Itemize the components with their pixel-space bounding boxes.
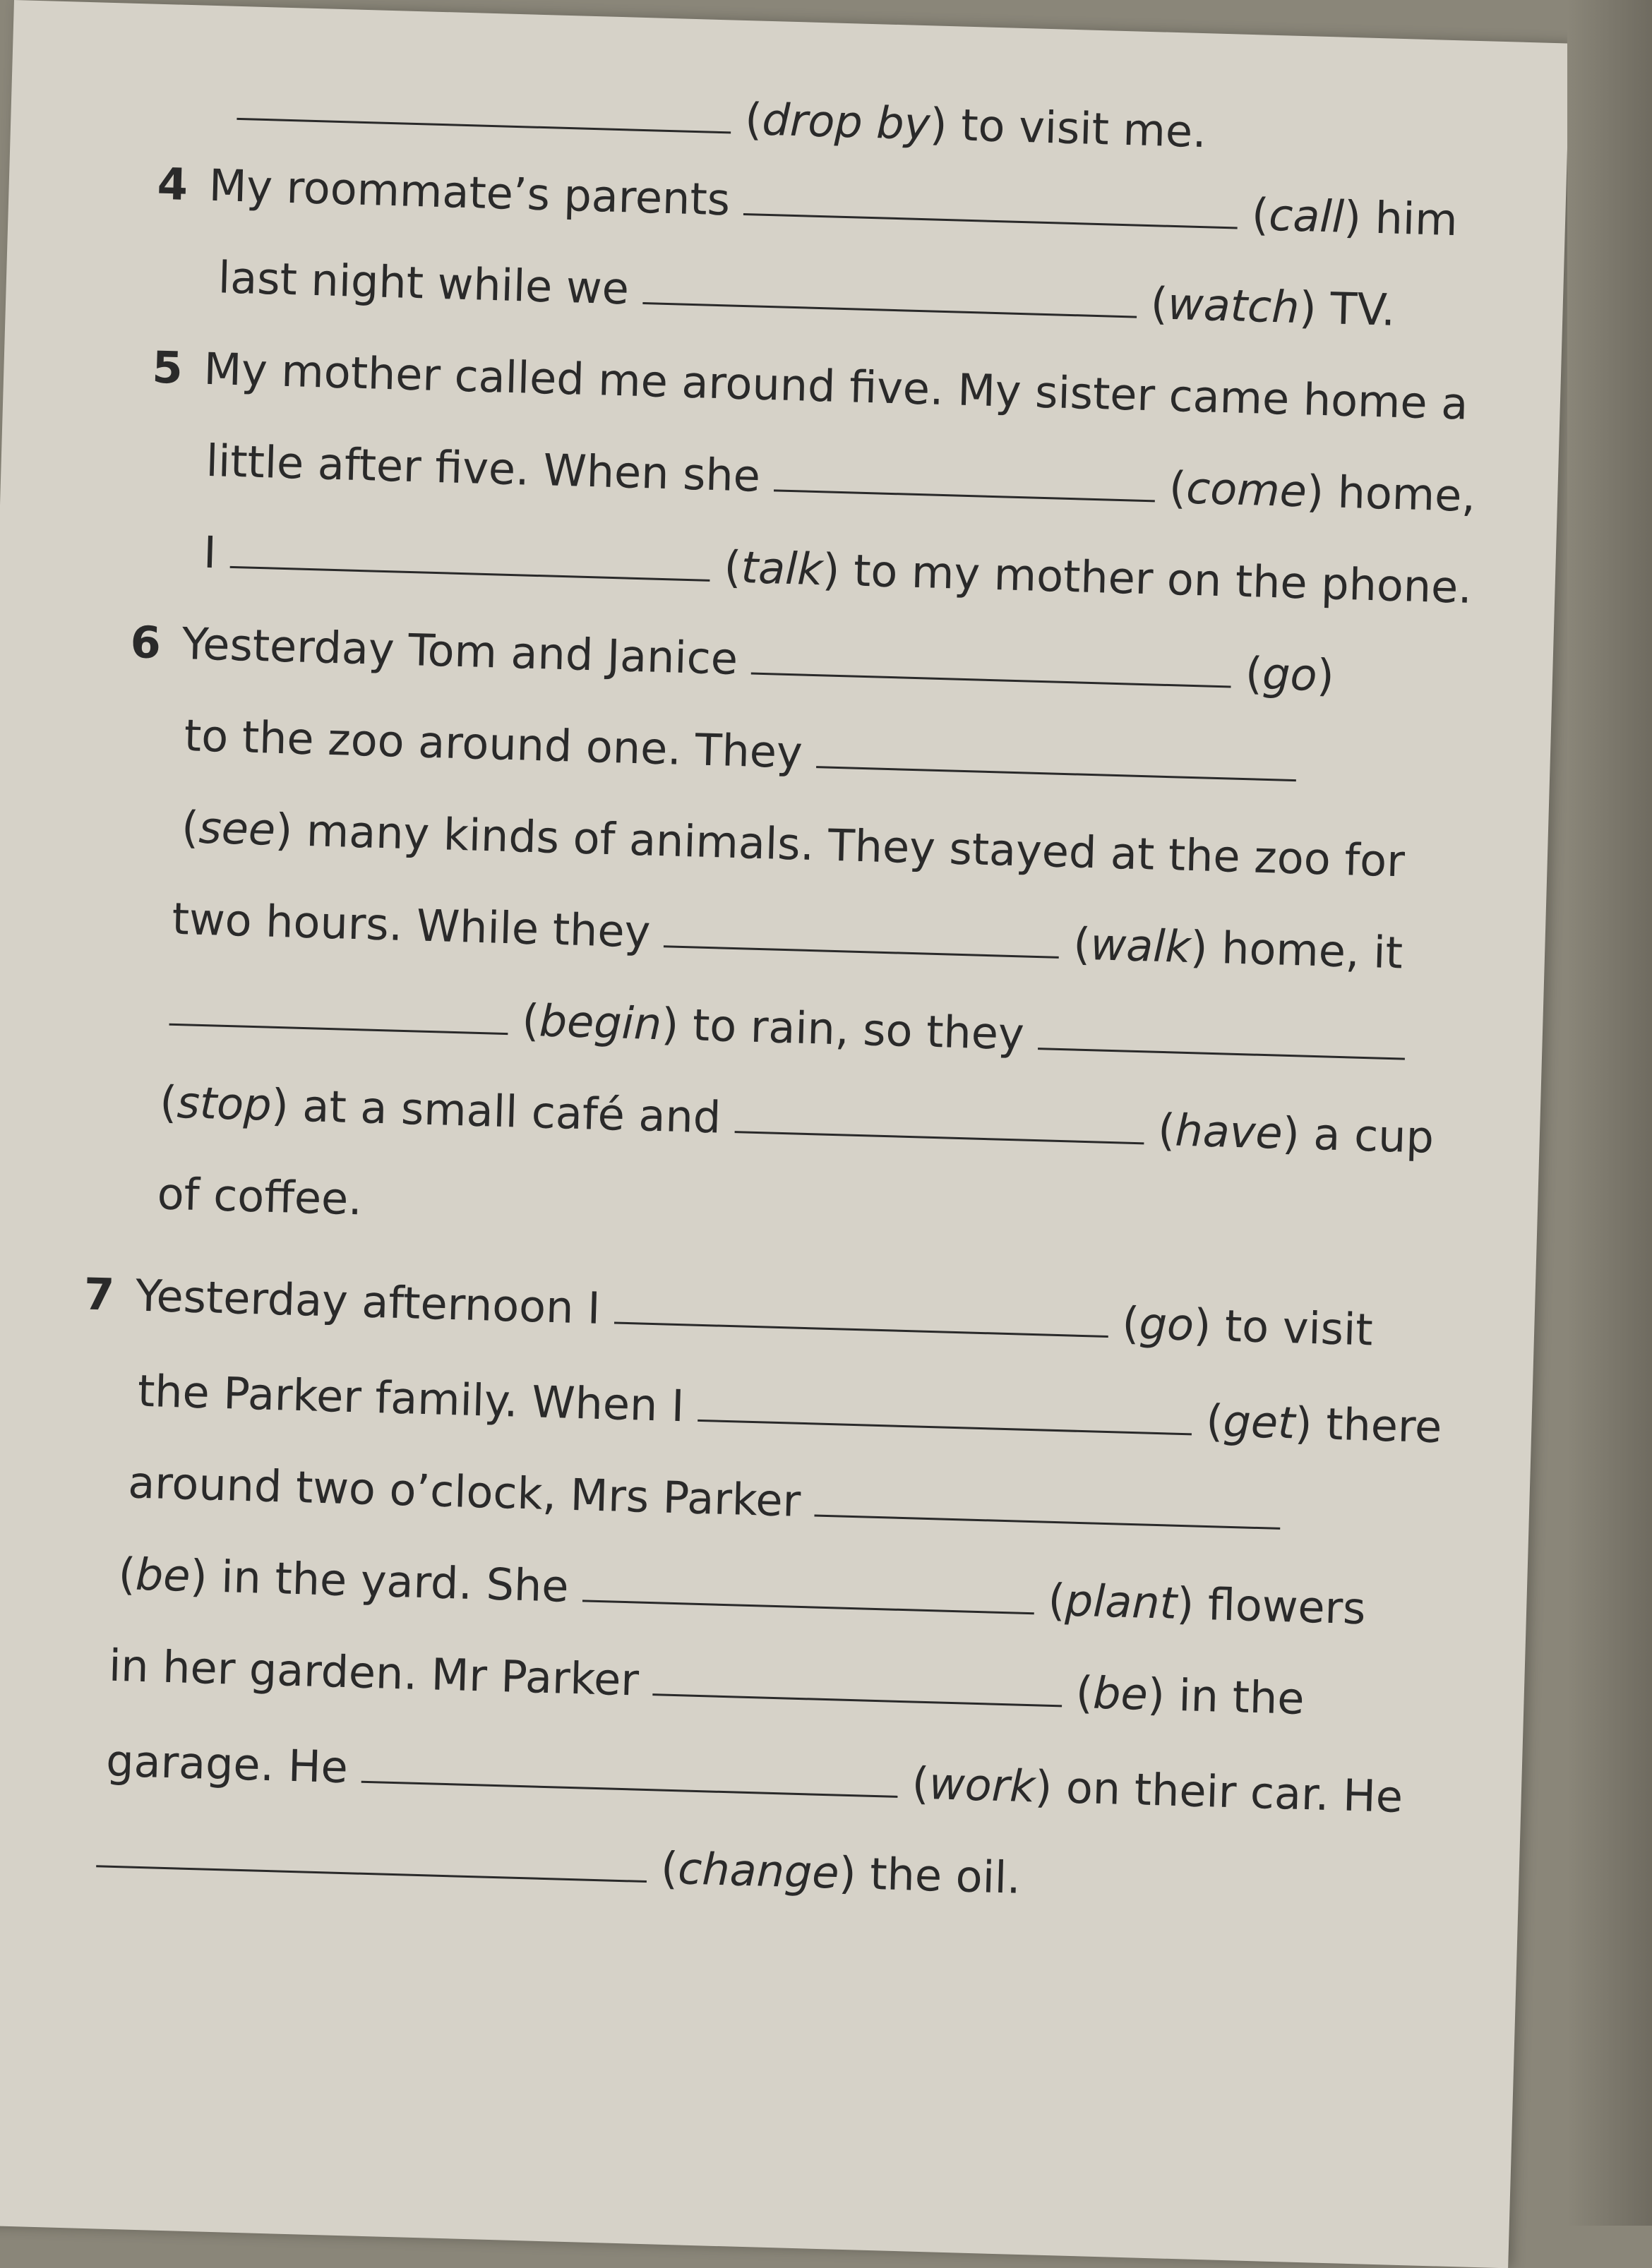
- answer-blank[interactable]: [734, 1091, 1144, 1144]
- verb-hint: change: [677, 1842, 840, 1899]
- answer-blank[interactable]: [582, 1560, 1035, 1614]
- exercise-number: 5: [151, 341, 184, 394]
- answer-blank[interactable]: [751, 633, 1232, 688]
- verb-hint: watch: [1167, 277, 1300, 333]
- page-edge-shadow: [1567, 0, 1652, 2226]
- exercise-7-line-2: the Parker family. When I (get) there: [137, 1364, 1443, 1453]
- verb-hint: go: [1262, 647, 1318, 701]
- verb-hint: get: [1222, 1395, 1296, 1449]
- exercise-4-line-1: 4 My roommate’s parents (call) him: [156, 157, 1459, 246]
- answer-blank[interactable]: [814, 1475, 1281, 1530]
- exercise-6-line-5: (begin) to rain, so they: [169, 983, 1406, 1074]
- verb-hint: have: [1174, 1104, 1283, 1159]
- verb-hint: go: [1138, 1297, 1195, 1351]
- verb-hint: see: [198, 801, 277, 856]
- answer-blank[interactable]: [230, 527, 711, 582]
- exercise-6-line-4: two hours. While they (walk) home, it: [171, 892, 1403, 979]
- verb-hint: talk: [740, 541, 824, 596]
- answer-blank[interactable]: [774, 450, 1156, 502]
- verb-hint: call: [1268, 188, 1345, 243]
- exercise-6-line-3: (see) many kinds of animals. They stayed at the zoo for: [181, 801, 1406, 887]
- exercise-number: 6: [129, 616, 162, 669]
- answer-blank[interactable]: [237, 78, 731, 134]
- answer-blank[interactable]: [361, 1741, 899, 1798]
- exercise-5-line-3: I (talk) to my mother on the phone.: [203, 526, 1473, 613]
- exercise-5-line-1: 5 My mother called me around five. My sister came home a: [151, 341, 1469, 430]
- answer-blank[interactable]: [816, 726, 1297, 781]
- verb-hint: begin: [538, 995, 663, 1050]
- exercise-7-line-5: in her garden. Mr Parker (be) in the: [108, 1639, 1305, 1724]
- exercise-7-line-4: (be) in the yard. She (plant) flowers: [117, 1548, 1367, 1635]
- answer-blank[interactable]: [169, 984, 509, 1035]
- exercise-line: (drop by) to visit me.: [237, 77, 1207, 160]
- exercise-5-line-2: little after five. When she (come) home,: [205, 434, 1477, 522]
- verb-hint: be: [1092, 1667, 1149, 1720]
- verb-hint: walk: [1089, 918, 1192, 973]
- answer-blank[interactable]: [1038, 1008, 1406, 1060]
- exercise-4-line-2: last night while we (watch) TV.: [217, 251, 1396, 336]
- exercise-7-line-6: garage. He (work) on their car. He: [105, 1734, 1403, 1823]
- exercise-7-line-1: 7 Yesterday afternoon I (go) to visit: [83, 1268, 1374, 1356]
- exercise-number: 4: [156, 157, 188, 210]
- exercise-7-line-7: (change) the oil.: [96, 1824, 1022, 1907]
- exercise-6-line-6: (stop) at a small café and (have) a cup: [159, 1076, 1435, 1163]
- verb-hint: stop: [176, 1076, 273, 1131]
- verb-hint: work: [928, 1758, 1036, 1813]
- verb-hint: plant: [1064, 1574, 1178, 1629]
- exercise-6-line-7: of coffee.: [156, 1168, 363, 1225]
- answer-blank[interactable]: [698, 1380, 1192, 1436]
- answer-blank[interactable]: [664, 906, 1060, 959]
- exercise-6-line-1: 6 Yesterday Tom and Janice (go): [129, 616, 1335, 702]
- verb-hint: drop by: [761, 93, 931, 150]
- exercise-number: 7: [83, 1268, 116, 1321]
- exercise-6-line-2: to the zoo around one. They: [184, 707, 1297, 795]
- verb-hint: come: [1185, 462, 1307, 517]
- answer-blank[interactable]: [652, 1654, 1063, 1707]
- answer-blank[interactable]: [614, 1282, 1109, 1338]
- answer-blank[interactable]: [743, 174, 1238, 229]
- verb-hint: be: [134, 1548, 191, 1602]
- exercise-7-line-3: around two o’clock, Mrs Parker: [127, 1454, 1281, 1543]
- answer-blank[interactable]: [96, 1825, 647, 1883]
- answer-blank[interactable]: [642, 263, 1137, 318]
